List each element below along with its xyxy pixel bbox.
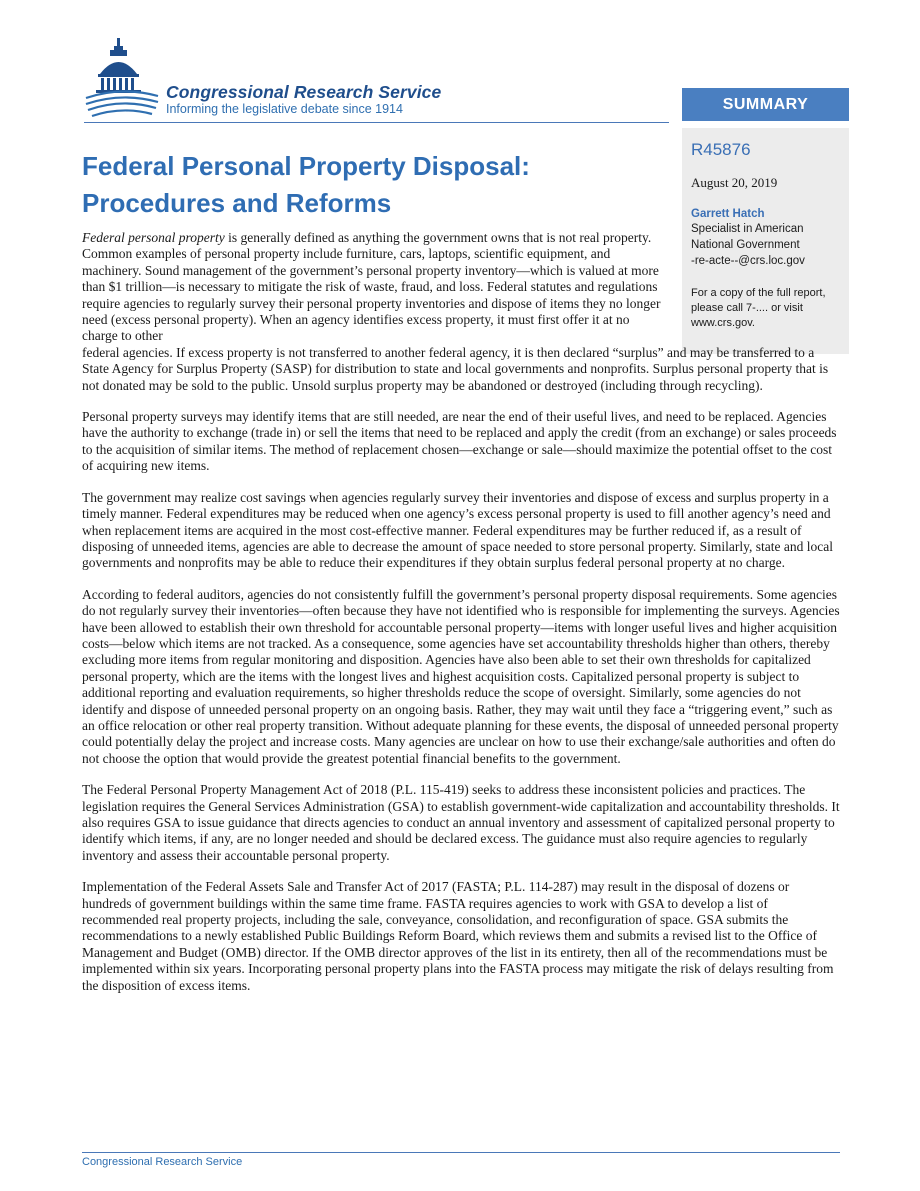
report-number: R45876 xyxy=(691,140,751,159)
paragraph-3: The government may realize cost savings when agencies regularly survey their inventories and dispose of excess and surplus property in a timely manner. Federal expenditures may be reduced when one agency’s excess personal property is used to fill another agency’s need and when replacement items are acquired in the most cost-effective manner. Federal expenditures may be further reduced if, as a result of disposing of unneeded items, agencies are able to decrease the amount of space needed to store personal property. Similarly, state and local governments and nonprofits may be able to reduce their expenditures if they obtain surplus federal personal property at no charge. xyxy=(82,489,833,571)
paragraph-1 xyxy=(82,230,662,345)
report-date: August 20, 2019 xyxy=(691,175,778,190)
paragraph-5: The Federal Personal Property Management Act of 2018 (P.L. 115-419) seeks to address these inconsistent policies and practices. The legislation requires the General Services Administration (GSA) to establish government-wide capitalization and accountability thresholds. It also requires GSA to issue guidance that directs agencies to conduct an annual inventory and assessment of capitalized personal property to identify which items, if any, are no longer needed and should be declared excess. The guidance must also require agencies to regularly inventory and assess their accountable personal property. xyxy=(82,782,840,863)
org-tagline: Informing the legislative debate since 1914 xyxy=(166,102,403,116)
author-email: -re-acte--@crs.loc.gov xyxy=(691,255,805,267)
capitol-dome-icon xyxy=(84,36,160,122)
paragraph-2: Personal property surveys may identify items that are still needed, are near the end of their useful lives, and need to be replaced. Agencies have the authority to exchange (trade in) or sell the items that need to be replaced and apply the credit (from an exchange) or sales proceeds to the acquisition of similar items. The method of replacement chosen—exchange or sale—should maximize the potential offset to the cost of acquiring new items. xyxy=(82,409,837,474)
header-divider xyxy=(84,122,669,123)
author-name: Garrett Hatch xyxy=(691,208,765,220)
footer-text: Congressional Research Service xyxy=(82,1156,243,1168)
crs-logo xyxy=(84,36,484,126)
copy-note-line-3: www.crs.gov. xyxy=(691,317,755,329)
copy-note-line-1: For a copy of the full report, xyxy=(691,287,826,299)
report-title xyxy=(82,148,642,222)
paragraph-1-continued: federal agencies. If excess property is not transferred to another federal agency, it is then declared “surplus” and may be transferred to a State Agency for Surplus Property (SASP) for distribution to state and local governments and nonprofits. Surplus personal property that is not donated may be sold to the public. Unsold surplus property may be abandoned or destroyed (including through recycling). xyxy=(82,344,829,393)
author-title-2: National Government xyxy=(691,239,800,251)
title-line-1: Federal Personal Property Disposal: xyxy=(82,151,530,181)
summary-heading: SUMMARY xyxy=(682,88,849,121)
title-line-2: Procedures and Reforms xyxy=(82,188,392,218)
copy-note-line-2: please call 7-.... or visit xyxy=(691,302,803,314)
summary-body xyxy=(82,230,840,1009)
footer-divider xyxy=(82,1152,840,1153)
author-title-1: Specialist in American xyxy=(691,223,804,235)
paragraph-4: According to federal auditors, agencies do not consistently fulfill the government’s personal property disposal requirements. Some agencies do not regularly survey their inventories—often because they have not identified who is responsible for implementing the surveys. Agencies have been allowed to establish their own threshold for accountable personal property—items with longer useful lives and higher acquisition costs—below which items are not tracked. As a consequence, some agencies have set accountability thresholds higher than others, thereby excluding more items from regular monitoring and disposition. Agencies have also been able to set their own thresholds for capitalized personal property, which are the items with the longest lives and highest acquisition costs. Capitalized personal property is subject to additional reporting and evaluation requirements, so higher thresholds reduce the scope of oversight. Similarly, some agencies do not identify and dispose of unneeded personal property on an ongoing basis. Rather, they may wait until they face a “triggering event,” such as an office relocation or other real property transition. Without adequate planning for these events, the disposal of unneeded personal property could potentially delay the project and increase costs. Many agencies are unclear on how to use their exchange/sale authorities and often do not choose the option that would provide the greatest potential financial benefits to the government. xyxy=(82,586,840,766)
paragraph-1-lead: Federal personal property xyxy=(82,230,225,245)
paragraph-1-text: is generally defined as anything the government owns that is not real property. Common examples of personal property include furniture, cars, laptops, scientific equipment, and machinery. Sound management of the government’s personal property inventory—which is valued at more than $1 trillion—is necessary to mitigate the risk of waste, fraud, and loss. Federal statutes and regulations require agencies to regularly survey their personal property inventories and dispose of items they no longer need (excess personal property). When an agency identifies excess property, it must first offer it at no charge to other xyxy=(82,230,661,344)
org-name: Congressional Research Service xyxy=(166,82,442,102)
paragraph-6: Implementation of the Federal Assets Sale and Transfer Act of 2017 (FASTA; P.L. 114-287) may result in the disposal of dozens or hundreds of government buildings within the same time frame. FASTA requires agencies to work with GSA to develop a list of recommended real property projects, including the sale, conveyance, consolidation, and reconfiguration of space. GSA submits the recommendations to a newly established Public Buildings Reform Board, which reviews them and submits a revised list to the Office of Management and Budget (OMB) director. If the OMB director approves of the list in its entirety, then all of the recommendations must be implemented within six years. Incorporating personal property plans into the FASTA process may mitigate the risk of delays resulting from the disposition of excess items. xyxy=(82,879,834,993)
